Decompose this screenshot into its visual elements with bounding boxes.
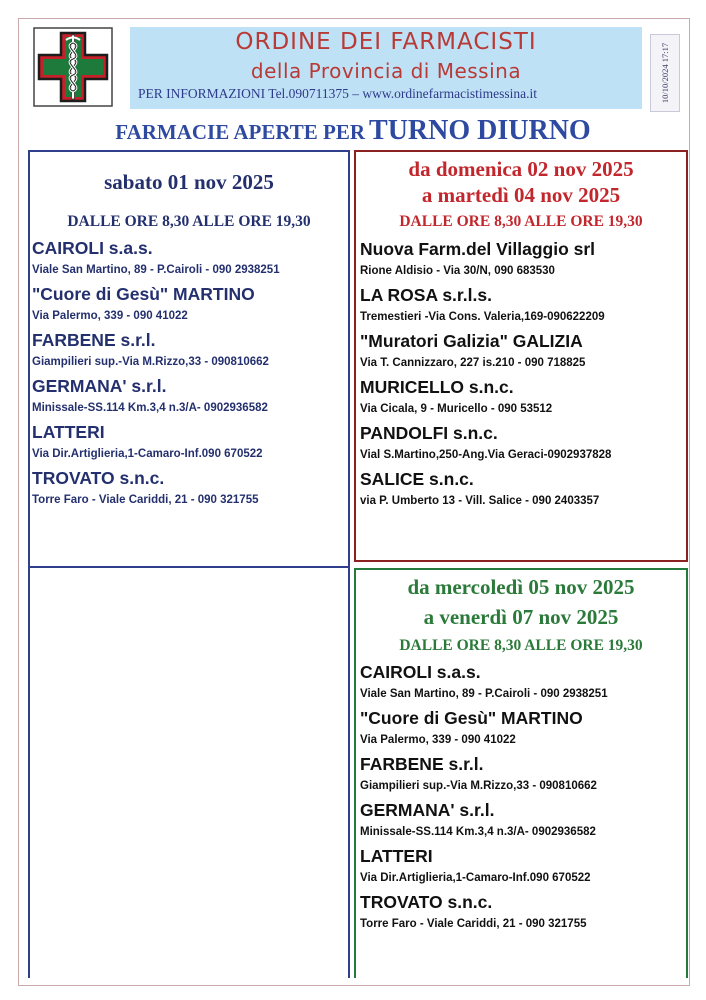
pharmacy-name: "Cuore di Gesù" MARTINO bbox=[32, 284, 255, 304]
section-date-from: da mercoledì 05 nov 2025 bbox=[407, 575, 635, 599]
pharmacy-entry bbox=[360, 331, 611, 377]
section-date-to: a venerdì 07 nov 2025 bbox=[423, 605, 619, 629]
pharmacy-entry bbox=[360, 239, 611, 285]
pharmacy-address: Rione Aldisio - Via 30/N, 090 683530 bbox=[360, 265, 555, 277]
pharmacy-name: LATTERI bbox=[360, 846, 433, 866]
pharmacy-address: Torre Faro - Viale Cariddi, 21 - 090 321755 bbox=[32, 494, 259, 506]
pharmacy-address: via P. Umberto 13 - Vill. Salice - 090 2403357 bbox=[360, 495, 600, 507]
pharmacy-list bbox=[360, 239, 611, 515]
pharmacy-name: LATTERI bbox=[32, 422, 105, 442]
pharmacy-address: Via Dir.Artiglieria,1-Camaro-Inf.090 670522 bbox=[360, 872, 591, 884]
print-timestamp bbox=[650, 34, 680, 112]
pharmacy-name: MURICELLO s.n.c. bbox=[360, 377, 514, 397]
pharmacy-list bbox=[32, 238, 280, 514]
section-date-from: da domenica 02 nov 2025 bbox=[408, 157, 634, 181]
section-hours: DALLE ORE 8,30 ALLE ORE 19,30 bbox=[399, 213, 643, 230]
pharmacy-entry bbox=[32, 468, 280, 514]
pharmacy-name: GERMANA' s.r.l. bbox=[360, 800, 495, 820]
pharmacy-entry bbox=[32, 284, 280, 330]
pharmacy-address: Minissale-SS.114 Km.3,4 n.3/A- 0902936582 bbox=[360, 826, 596, 838]
pharmacy-address: Via Dir.Artiglieria,1-Camaro-Inf.090 670522 bbox=[32, 448, 263, 460]
pharmacy-entry bbox=[360, 708, 608, 754]
pharmacy-address: Viale San Martino, 89 - P.Cairoli - 090 2938251 bbox=[360, 688, 608, 700]
section-date-to: a martedì 04 nov 2025 bbox=[421, 183, 621, 207]
pharmacy-address: Vial S.Martino,250-Ang.Via Geraci-0902937828 bbox=[360, 449, 612, 461]
header-banner bbox=[130, 27, 642, 109]
pharmacy-entry bbox=[32, 238, 280, 284]
pharmacy-entry bbox=[360, 469, 611, 515]
pharmacy-address: Via Palermo, 339 - 090 41022 bbox=[360, 734, 516, 746]
pharmacy-entry bbox=[32, 422, 280, 468]
main-title-part2: TURNO DIURNO bbox=[369, 115, 591, 146]
pharmacy-name: "Cuore di Gesù" MARTINO bbox=[360, 708, 583, 728]
left-border-line bbox=[348, 568, 350, 978]
section-date: sabato 01 nov 2025 bbox=[104, 170, 274, 194]
pharmacy-name: CAIROLI s.a.s. bbox=[360, 662, 481, 682]
pharmacy-entry bbox=[360, 662, 608, 708]
pharmacy-name: GERMANA' s.r.l. bbox=[32, 376, 167, 396]
pharmacy-name: TROVATO s.n.c. bbox=[32, 468, 165, 488]
pharmacy-address: Minissale-SS.114 Km.3,4 n.3/A- 0902936582 bbox=[32, 402, 268, 414]
pharmacy-name: Nuova Farm.del Villaggio srl bbox=[360, 239, 596, 259]
left-border-line bbox=[28, 568, 30, 978]
dashed-divider bbox=[28, 566, 350, 567]
pharmacy-list bbox=[360, 662, 608, 938]
pharmacy-name: TROVATO s.n.c. bbox=[360, 892, 493, 912]
section-hours: DALLE ORE 8,30 ALLE ORE 19,30 bbox=[399, 637, 643, 654]
pharmacy-address: Giampilieri sup.-Via M.Rizzo,33 - 090810662 bbox=[32, 356, 269, 368]
main-title bbox=[0, 115, 706, 147]
pharmacy-entry bbox=[360, 754, 608, 800]
pharmacy-address: Viale San Martino, 89 - P.Cairoli - 090 2938251 bbox=[32, 264, 280, 276]
pharmacy-address: Via Cicala, 9 - Muricello - 090 53512 bbox=[360, 403, 553, 415]
pharmacy-name: FARBENE s.r.l. bbox=[32, 330, 156, 350]
pharmacy-entry bbox=[360, 377, 611, 423]
pharmacy-cross-logo bbox=[33, 27, 113, 107]
section-hours: DALLE ORE 8,30 ALLE ORE 19,30 bbox=[67, 213, 311, 230]
pharmacy-name: CAIROLI s.a.s. bbox=[32, 238, 153, 258]
pharmacy-entry bbox=[32, 330, 280, 376]
pharmacy-name: PANDOLFI s.n.c. bbox=[360, 423, 498, 443]
pharmacy-entry bbox=[32, 376, 280, 422]
pharmacy-address: Giampilieri sup.-Via M.Rizzo,33 - 090810662 bbox=[360, 780, 597, 792]
main-title-part1: FARMACIE APERTE PER bbox=[115, 120, 366, 144]
pharmacy-entry bbox=[360, 800, 608, 846]
pharmacy-name: LA ROSA s.r.l.s. bbox=[360, 285, 492, 305]
timestamp-text: 10/10/2024 17:17 bbox=[660, 42, 670, 104]
pharmacy-address: Via T. Cannizzaro, 227 is.210 - 090 718825 bbox=[360, 357, 586, 369]
pharmacy-entry bbox=[360, 892, 608, 938]
header-title: ORDINE DEI FARMACISTI bbox=[235, 29, 537, 55]
header-info: PER INFORMAZIONI Tel.090711375 – www.ordinefarmacistimessina.it bbox=[138, 86, 538, 101]
pharmacy-address: Via Palermo, 339 - 090 41022 bbox=[32, 310, 188, 322]
pharmacy-entry bbox=[360, 285, 611, 331]
pharmacy-entry bbox=[360, 846, 608, 892]
pharmacy-address: Tremestieri -Via Cons. Valeria,169-090622209 bbox=[360, 311, 605, 323]
pharmacy-entry bbox=[360, 423, 611, 469]
pharmacy-name: FARBENE s.r.l. bbox=[360, 754, 484, 774]
pharmacy-address: Torre Faro - Viale Cariddi, 21 - 090 321755 bbox=[360, 918, 587, 930]
pharmacy-name: SALICE s.n.c. bbox=[360, 469, 474, 489]
pharmacy-name: "Muratori Galizia" GALIZIA bbox=[360, 331, 583, 351]
header-subtitle: della Provincia di Messina bbox=[250, 59, 522, 83]
